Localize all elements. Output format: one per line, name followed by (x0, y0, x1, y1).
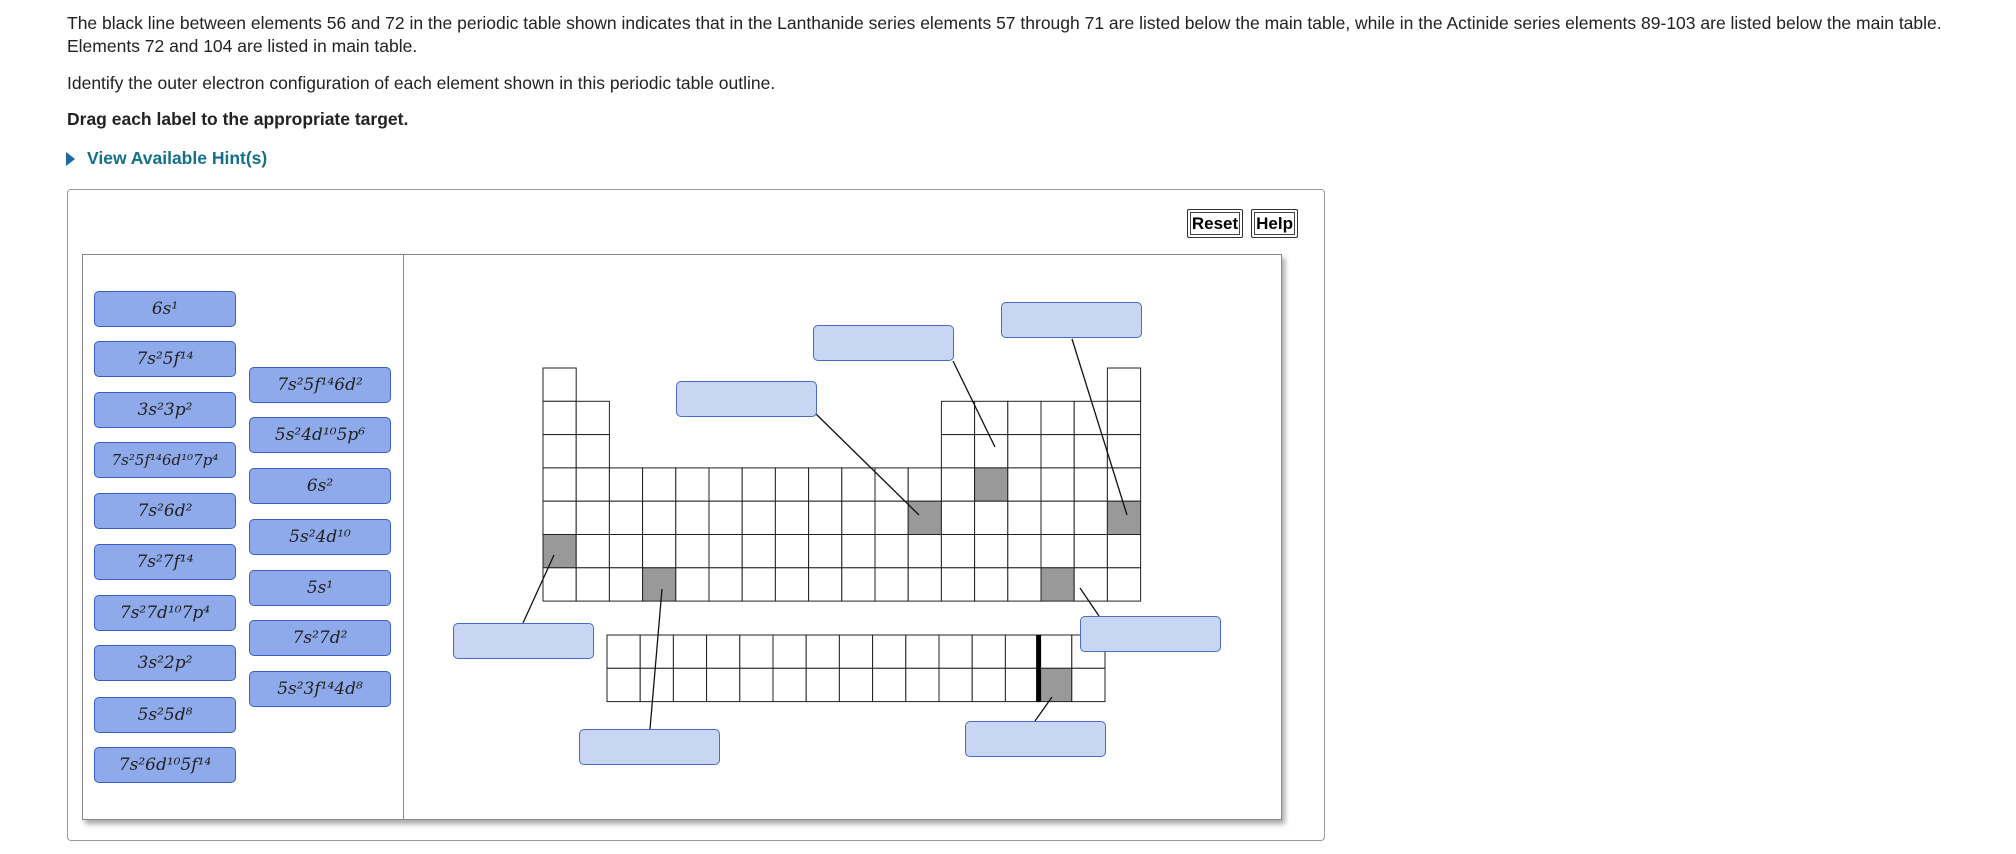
element-cell (742, 468, 775, 501)
element-cell (975, 435, 1008, 468)
element-cell (576, 468, 609, 501)
intro-text: The black line between elements 56 and 72 in the periodic table shown indicates that in the Lanthanide series elements 57 through 71 are listed below the main table, while in the Actinide series elements 89-103 are listed below the main table. Elements 72 and 104 are listed in main table. (67, 13, 1942, 56)
element-cell (941, 401, 974, 434)
element-cell (742, 568, 775, 601)
label-3s2-3p2[interactable]: 3s²3p² (94, 392, 236, 428)
label-7s2-7d2[interactable]: 7s²7d² (249, 620, 391, 656)
element-cell (676, 501, 709, 534)
element-cell (1008, 568, 1041, 601)
element-cell (643, 501, 676, 534)
element-cell (676, 535, 709, 568)
label-7s2-6d10-5f14[interactable]: 7s²6d¹⁰5f¹⁴ (94, 747, 236, 783)
element-cell (742, 535, 775, 568)
element-cell (576, 401, 609, 434)
element-cell (875, 535, 908, 568)
element-cell (842, 501, 875, 534)
element-cell (1107, 435, 1140, 468)
element-cell (609, 468, 642, 501)
element-cell (1074, 568, 1107, 601)
f-block-cell (1072, 668, 1105, 701)
f-block-cell (839, 635, 872, 668)
drop-target-5[interactable] (1080, 616, 1221, 652)
element-cell (1041, 501, 1074, 534)
element-cell (975, 535, 1008, 568)
element-cell (1008, 501, 1041, 534)
label-7s2-5f14[interactable]: 7s²5f¹⁴ (94, 341, 236, 377)
highlighted-element-cell (908, 501, 941, 534)
f-block-cell (806, 635, 839, 668)
f-block-cell (1039, 635, 1072, 668)
drop-target-6[interactable] (579, 729, 720, 765)
label-5s1[interactable]: 5s¹ (249, 570, 391, 606)
element-cell (775, 568, 808, 601)
highlighted-element-cell (1039, 668, 1072, 701)
f-block-cell (806, 668, 839, 701)
element-cell (1074, 401, 1107, 434)
element-cell (1041, 401, 1074, 434)
label-5s2-4d10[interactable]: 5s²4d¹⁰ (249, 519, 391, 555)
f-block-cell (1005, 635, 1038, 668)
activity-controls (1187, 209, 1298, 238)
f-block-cell (740, 635, 773, 668)
f-block-cell (707, 635, 740, 668)
element-cell (1107, 368, 1140, 401)
highlighted-element-cell (1041, 568, 1074, 601)
element-cell (1074, 535, 1107, 568)
element-cell (1041, 535, 1074, 568)
hint-link[interactable]: View Available Hint(s) (87, 148, 268, 168)
f-block-cell (873, 668, 906, 701)
element-cell (975, 401, 1008, 434)
element-cell (1008, 468, 1041, 501)
element-cell (543, 501, 576, 534)
drop-target-4[interactable] (453, 623, 594, 659)
element-cell (908, 568, 941, 601)
f-block-cell (707, 668, 740, 701)
hint-toggle[interactable] (66, 148, 267, 169)
element-cell (809, 501, 842, 534)
element-cell (576, 568, 609, 601)
f-block-cell (906, 668, 939, 701)
label-6s1[interactable]: 6s¹ (94, 291, 236, 327)
label-5s2-3f14-4d8[interactable]: 5s²3f¹⁴4d⁸ (249, 671, 391, 707)
f-block-cell (773, 668, 806, 701)
label-7s2-5f14-6d2[interactable]: 7s²5f¹⁴6d² (249, 367, 391, 403)
label-7s2-5f14-6d10-7p4[interactable]: 7s²5f¹⁴6d¹⁰7p⁴ (94, 442, 236, 478)
element-cell (941, 568, 974, 601)
element-cell (1008, 535, 1041, 568)
element-cell (543, 468, 576, 501)
element-cell (543, 401, 576, 434)
element-cell (543, 368, 576, 401)
drop-target-2[interactable] (1001, 302, 1142, 338)
f-block-cell (839, 668, 872, 701)
element-cell (842, 468, 875, 501)
caret-right-icon (66, 152, 75, 166)
label-5s2-5d8[interactable]: 5s²5d⁸ (94, 697, 236, 733)
f-block-cell (873, 635, 906, 668)
f-block-cell (673, 668, 706, 701)
element-cell (609, 535, 642, 568)
element-cell (908, 468, 941, 501)
f-block-cell (673, 635, 706, 668)
element-cell (809, 568, 842, 601)
element-cell (1107, 535, 1140, 568)
element-cell (1008, 435, 1041, 468)
element-cell (1041, 435, 1074, 468)
element-cell (775, 501, 808, 534)
f-block-cell (972, 635, 1005, 668)
element-cell (709, 501, 742, 534)
element-cell (875, 501, 908, 534)
element-cell (908, 535, 941, 568)
f-block-cell (640, 635, 673, 668)
label-6s2[interactable]: 6s² (249, 468, 391, 504)
highlighted-element-cell (1107, 501, 1140, 534)
f-block-cell (640, 668, 673, 701)
element-cell (809, 535, 842, 568)
label-7s2-7f14[interactable]: 7s²7f¹⁴ (94, 544, 236, 580)
element-cell (1107, 401, 1140, 434)
element-cell (941, 468, 974, 501)
element-cell (543, 568, 576, 601)
f-block-cell (939, 635, 972, 668)
element-cell (975, 501, 1008, 534)
element-cell (775, 468, 808, 501)
element-cell (1074, 501, 1107, 534)
element-cell (742, 501, 775, 534)
element-cell (609, 568, 642, 601)
element-cell (875, 468, 908, 501)
question-prompt: Identify the outer electron configuration of each element shown in this periodic table outline. (67, 73, 776, 93)
element-cell (643, 535, 676, 568)
label-3s2-2p2[interactable]: 3s²2p² (94, 645, 236, 681)
f-block-cell (607, 668, 640, 701)
element-cell (676, 468, 709, 501)
element-cell (1107, 468, 1140, 501)
element-cell (842, 568, 875, 601)
element-cell (1008, 401, 1041, 434)
drop-target-1[interactable] (813, 325, 954, 361)
element-cell (941, 435, 974, 468)
highlighted-element-cell (975, 468, 1008, 501)
drop-target-7[interactable] (965, 721, 1106, 757)
highlighted-element-cell (643, 568, 676, 601)
element-cell (809, 468, 842, 501)
element-cell (709, 468, 742, 501)
drag-stage (82, 254, 1282, 820)
element-cell (775, 535, 808, 568)
element-cell (576, 535, 609, 568)
label-7s2-7d10-7p4[interactable]: 7s²7d¹⁰7p⁴ (94, 595, 236, 631)
element-cell (543, 435, 576, 468)
element-cell (941, 535, 974, 568)
element-cell (975, 568, 1008, 601)
element-cell (1074, 468, 1107, 501)
element-cell (576, 501, 609, 534)
element-cell (709, 568, 742, 601)
element-cell (709, 535, 742, 568)
drop-target-3[interactable] (676, 381, 817, 417)
instruction-text: Drag each label to the appropriate target. (67, 109, 409, 129)
element-cell (643, 468, 676, 501)
element-cell (576, 435, 609, 468)
highlighted-element-cell (543, 535, 576, 568)
f-block-cell (906, 635, 939, 668)
f-block-cell (939, 668, 972, 701)
element-cell (609, 501, 642, 534)
element-cell (941, 501, 974, 534)
help-button[interactable]: Help (1251, 209, 1298, 238)
f-block-cell (607, 635, 640, 668)
element-cell (842, 535, 875, 568)
element-cell (875, 568, 908, 601)
f-block-cell (972, 668, 1005, 701)
f-block-cell (1005, 668, 1038, 701)
label-5s2-4d10-5p6[interactable]: 5s²4d¹⁰5p⁶ (249, 417, 391, 453)
element-cell (1074, 435, 1107, 468)
element-cell (676, 568, 709, 601)
f-block-cell (773, 635, 806, 668)
element-cell (1041, 468, 1074, 501)
element-cell (1107, 568, 1140, 601)
f-block-cell (740, 668, 773, 701)
label-7s2-6d2[interactable]: 7s²6d² (94, 493, 236, 529)
reset-button[interactable]: Reset (1187, 209, 1243, 238)
